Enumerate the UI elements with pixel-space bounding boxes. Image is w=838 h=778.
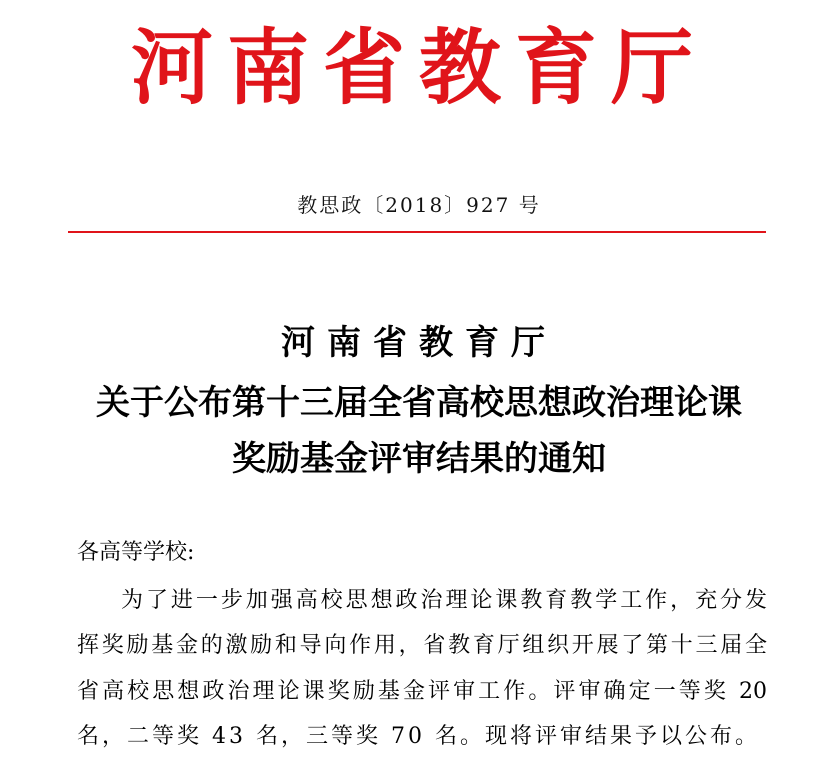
agency-masthead: 河南省教育厅 [130, 20, 707, 116]
red-divider-line [68, 231, 766, 233]
salutation: 各高等学校: [77, 540, 195, 565]
title-line-2: 关于公布第十三届全省高校思想政治理论课 [96, 383, 742, 423]
title-line-3: 奖励基金评审结果的通知 [232, 439, 606, 479]
body-line-2: 挥奖励基金的激励和导向作用，省教育厅组织开展了第十三届全 [77, 633, 767, 658]
title-line-1: 河南省教育厅 [281, 323, 557, 363]
body-line-1: 为了进一步加强高校思想政治理论课教育教学工作，充分发 [121, 588, 767, 613]
body-line-3: 省高校思想政治理论课奖励基金评审工作。评审确定一等奖 20 [77, 679, 767, 704]
body-line-4: 名，二等奖 43 名，三等奖 70 名。现将评审结果予以公布。 [77, 724, 760, 749]
document-number: 教思政〔2018〕927 号 [297, 193, 541, 217]
